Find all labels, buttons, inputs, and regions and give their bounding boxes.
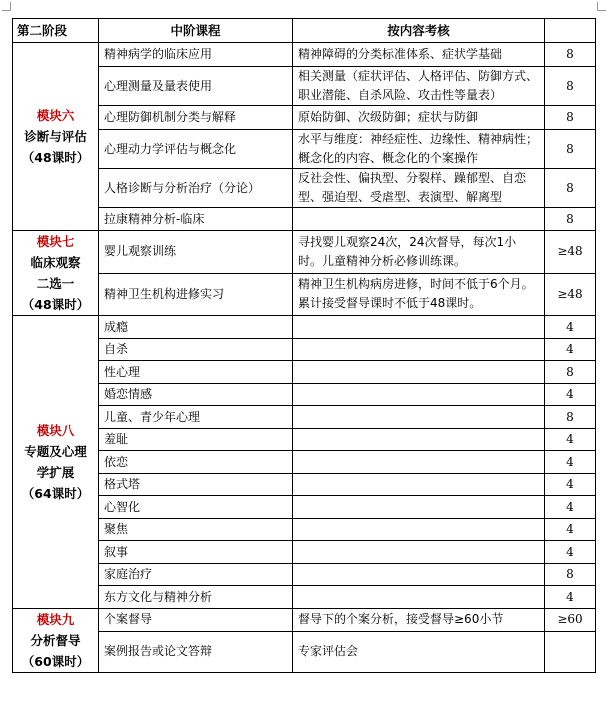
table-row — [13, 609, 596, 632]
hours-cell: 4 — [545, 541, 596, 564]
module-subtitle: 分析督导 — [30, 633, 81, 648]
content-cell — [293, 496, 545, 519]
table-row — [13, 474, 596, 496]
table-row — [13, 43, 596, 67]
table-row — [13, 586, 596, 609]
hours-cell: ≥48 — [545, 273, 596, 316]
content-cell: 原始防御、次级防御；症状与防御 — [293, 106, 545, 130]
content-cell: 专家评估会 — [293, 631, 545, 672]
course-cell: 叙事 — [99, 541, 293, 564]
content-cell — [293, 361, 545, 384]
hours-cell: 8 — [545, 406, 596, 429]
header-stage: 第二阶段 — [13, 19, 99, 43]
course-cell: 羞耻 — [99, 429, 293, 451]
module-name: 模块七 — [36, 234, 75, 249]
table-row — [13, 106, 596, 130]
hours-cell: 4 — [545, 384, 596, 406]
module-cell — [13, 316, 99, 609]
module-subtitle: 诊断与评估 — [24, 129, 87, 144]
table-row — [13, 273, 596, 316]
table-row — [13, 339, 596, 361]
content-cell — [293, 474, 545, 496]
course-cell: 依恋 — [99, 451, 293, 474]
course-cell: 东方文化与精神分析 — [99, 586, 293, 609]
module-name: 模块九 — [36, 612, 75, 627]
course-cell: 个案督导 — [99, 609, 293, 632]
content-cell — [293, 451, 545, 474]
hours-cell: ≥48 — [545, 231, 596, 274]
table-row — [13, 631, 596, 672]
module-cell — [13, 43, 99, 231]
course-cell: 精神卫生机构进修实习 — [99, 273, 293, 316]
module-subtitle: （48课时） — [21, 150, 90, 165]
hours-cell: 4 — [545, 429, 596, 451]
content-cell: 相关测量（症状评估、人格评估、防御方式、职业潜能、自杀风险、攻击性等量表） — [293, 67, 545, 106]
hours-cell: ≥60 — [545, 609, 596, 632]
header-hours — [545, 19, 596, 43]
table-row — [13, 208, 596, 231]
module-subtitle: 二选一 — [36, 276, 75, 291]
table-row — [13, 451, 596, 474]
table-row — [13, 231, 596, 274]
content-cell — [293, 339, 545, 361]
course-cell: 案例报告或论文答辩 — [99, 631, 293, 672]
course-cell: 心理防御机制分类与解释 — [99, 106, 293, 130]
hours-cell: 4 — [545, 451, 596, 474]
header-row — [13, 19, 596, 43]
table-row — [13, 406, 596, 429]
course-cell: 成瘾 — [99, 316, 293, 339]
page-corner-mark-right — [597, 2, 606, 11]
content-cell: 水平与维度：神经症性、边缘性、精神病性；概念化的内容、概念化的个案操作 — [293, 130, 545, 169]
content-cell — [293, 564, 545, 586]
content-cell — [293, 519, 545, 541]
course-cell: 聚焦 — [99, 519, 293, 541]
content-cell: 精神障碍的分类标准体系、症状学基础 — [293, 43, 545, 67]
hours-cell: 8 — [545, 43, 596, 67]
course-cell: 心理动力学评估与概念化 — [99, 130, 293, 169]
module-subtitle: 学扩展 — [36, 465, 75, 480]
table-row — [13, 67, 596, 106]
hours-cell: 4 — [545, 519, 596, 541]
table-row — [13, 316, 596, 339]
hours-cell: 4 — [545, 496, 596, 519]
module-subtitle: 专题及心理 — [24, 444, 87, 459]
hours-cell: 8 — [545, 361, 596, 384]
course-cell: 拉康精神分析-临床 — [99, 208, 293, 231]
content-cell — [293, 429, 545, 451]
content-cell — [293, 208, 545, 231]
table-row — [13, 130, 596, 169]
module-cell — [13, 609, 99, 673]
hours-cell: 8 — [545, 130, 596, 169]
course-cell: 自杀 — [99, 339, 293, 361]
hours-cell: 4 — [545, 586, 596, 609]
table-row — [13, 361, 596, 384]
course-cell: 婚恋情感 — [99, 384, 293, 406]
content-cell: 反社会性、偏执型、分裂样、躁郁型、自恋型、强迫型、受虐型、表演型、解离型 — [293, 169, 545, 208]
table-row — [13, 496, 596, 519]
content-cell: 精神卫生机构病房进修，时间不低于6个月。累计接受督导课时不低于48课时。 — [293, 273, 545, 316]
page-corner-mark-left — [2, 2, 11, 11]
hours-cell: 8 — [545, 67, 596, 106]
course-cell: 人格诊断与分析治疗（分论） — [99, 169, 293, 208]
content-cell: 督导下的个案分析，接受督导≥60小节 — [293, 609, 545, 632]
module-subtitle: （48课时） — [21, 297, 90, 312]
table-row — [13, 384, 596, 406]
content-cell — [293, 541, 545, 564]
course-cell: 精神病学的临床应用 — [99, 43, 293, 67]
course-cell: 性心理 — [99, 361, 293, 384]
table-row — [13, 169, 596, 208]
table-row — [13, 564, 596, 586]
hours-cell: 4 — [545, 339, 596, 361]
content-cell — [293, 384, 545, 406]
course-cell: 婴儿观察训练 — [99, 231, 293, 274]
hours-cell: 8 — [545, 106, 596, 130]
course-cell: 格式塔 — [99, 474, 293, 496]
module-cell — [13, 231, 99, 316]
table-row — [13, 541, 596, 564]
content-cell — [293, 316, 545, 339]
curriculum-table — [12, 18, 596, 673]
hours-cell: 8 — [545, 169, 596, 208]
course-cell: 家庭治疗 — [99, 564, 293, 586]
module-subtitle: （60课时） — [21, 654, 90, 669]
table-row — [13, 519, 596, 541]
course-cell: 心理测量及量表使用 — [99, 67, 293, 106]
hours-cell: 8 — [545, 208, 596, 231]
course-cell: 心智化 — [99, 496, 293, 519]
course-cell: 儿童、青少年心理 — [99, 406, 293, 429]
module-subtitle: （64课时） — [21, 486, 90, 501]
hours-cell: 4 — [545, 474, 596, 496]
content-cell — [293, 406, 545, 429]
hours-cell: 8 — [545, 564, 596, 586]
table-row — [13, 429, 596, 451]
module-name: 模块六 — [36, 108, 75, 123]
hours-cell: 4 — [545, 316, 596, 339]
content-cell — [293, 586, 545, 609]
hours-cell — [545, 631, 596, 672]
module-subtitle: 临床观察 — [30, 255, 81, 270]
content-cell: 寻找婴儿观察24次，24次督导，每次1小时。儿童精神分析必修训练课。 — [293, 231, 545, 274]
header-course: 中阶课程 — [99, 19, 293, 43]
module-name: 模块八 — [36, 423, 75, 438]
header-content: 按内容考核 — [293, 19, 545, 43]
